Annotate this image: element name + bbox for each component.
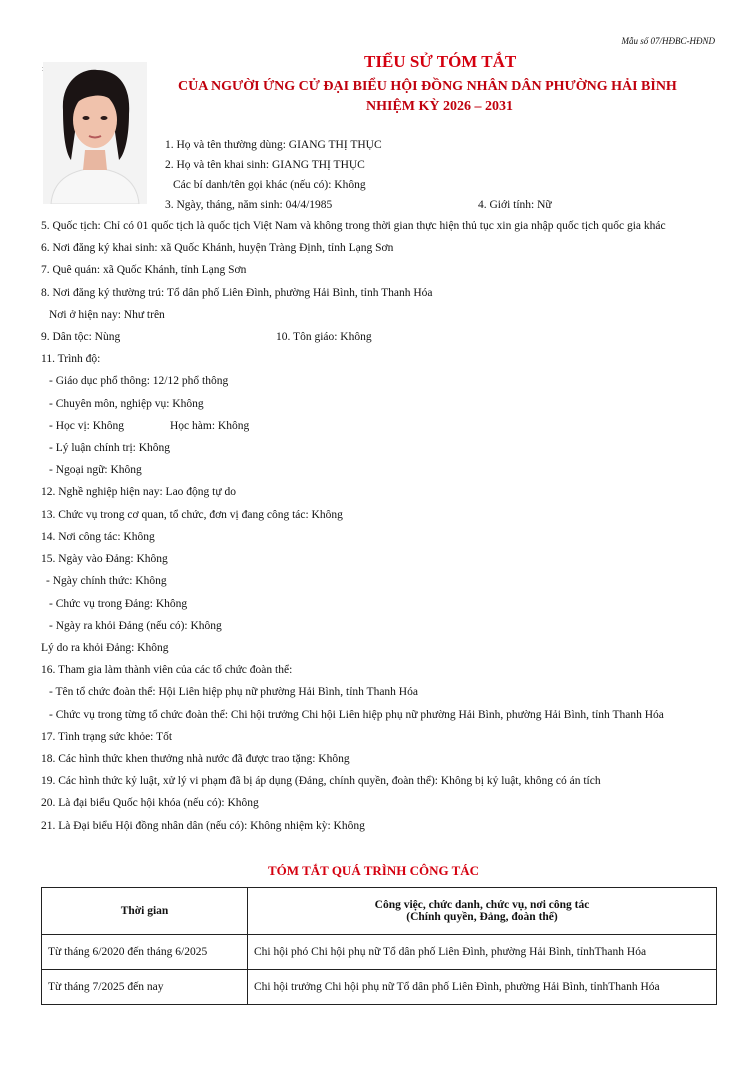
form-number: Mẫu số 07/HĐBC-HĐND xyxy=(621,36,715,46)
document-subtitle: CỦA NGƯỜI ỨNG CỬ ĐẠI BIỂU HỘI ĐỒNG NHÂN DÂN PHƯỜNG HẢI BÌNH xyxy=(178,79,677,94)
field-organizations-heading: 16. Tham gia làm thành viên của các tổ chức đoàn thể: xyxy=(41,664,293,676)
field-organization-position: - Chức vụ trong từng tổ chức đoàn thể: Chi hội trưởng Chi hội Liên hiệp phụ nữ phường Hải Bình, phường Hải Bình, tỉnh Thanh Hóa xyxy=(49,709,664,721)
field-organization-name: - Tên tổ chức đoàn thể: Hội Liên hiệp phụ nữ phường Hải Bình, tỉnh Thanh Hóa xyxy=(49,686,418,698)
field-current-residence: Nơi ở hiện nay: Như trên xyxy=(49,309,165,321)
field-people-council: 21. Là Đại biểu Hội đồng nhân dân (nếu có): Không nhiệm kỳ: Không xyxy=(41,820,365,832)
header-time: Thời gian xyxy=(42,888,248,935)
field-occupation: 12. Nghề nghiệp hiện nay: Lao động tự do xyxy=(41,486,236,498)
field-workplace: 14. Nơi công tác: Không xyxy=(41,531,155,543)
field-position: 13. Chức vụ trong cơ quan, tổ chức, đơn vị đang công tác: Không xyxy=(41,509,343,521)
field-gender: 4. Giới tính: Nữ xyxy=(478,199,552,211)
field-national-assembly: 20. Là đại biểu Quốc hội khóa (nếu có): Không xyxy=(41,797,259,809)
row-time: Từ tháng 6/2020 đến tháng 6/2025 xyxy=(42,935,248,970)
portrait-photo-icon xyxy=(43,62,147,204)
document-title: TIỂU SỬ TÓM TẮT xyxy=(364,52,517,71)
field-birth-registration: 6. Nơi đăng ký khai sinh: xã Quốc Khánh, huyện Tràng Định, tỉnh Lạng Sơn xyxy=(41,242,394,254)
table-row xyxy=(42,970,717,1005)
field-party-leave-date: - Ngày ra khỏi Đảng (nếu có): Không xyxy=(49,620,222,632)
field-foreign-language: - Ngoại ngữ: Không xyxy=(49,464,142,476)
row-job: Chi hội trưởng Chi hội phụ nữ Tổ dân phố Liên Đình, phường Hải Bình, tỉnhThanh Hóa xyxy=(248,970,717,1005)
field-hometown: 7. Quê quán: xã Quốc Khánh, tỉnh Lạng Sơn xyxy=(41,264,247,276)
portrait-photo xyxy=(43,62,147,204)
header-job-line1: Công việc, chức danh, chức vụ, nơi công tác xyxy=(374,899,590,911)
field-education-heading: 11. Trình độ: xyxy=(41,353,101,365)
table-header-row xyxy=(42,888,717,935)
field-permanent-residence: 8. Nơi đăng ký thường trú: Tổ dân phố Liên Đình, phường Hải Bình, tỉnh Thanh Hóa xyxy=(41,287,433,299)
field-academic-title: Học hàm: Không xyxy=(170,420,250,432)
field-discipline: 19. Các hình thức kỷ luật, xử lý vi phạm đã bị áp dụng (Đảng, chính quyền, đoàn thể): Không bị kỷ luật, không có án tích xyxy=(41,775,601,787)
field-ethnicity: 9. Dân tộc: Nùng xyxy=(41,331,121,343)
field-party-join-date: 15. Ngày vào Đảng: Không xyxy=(41,553,168,565)
field-dob: 3. Ngày, tháng, năm sinh: 04/4/1985 xyxy=(165,199,333,211)
field-common-name: 1. Họ và tên thường dùng: GIANG THỊ THỤC xyxy=(165,139,382,151)
field-awards: 18. Các hình thức khen thưởng nhà nước đã được trao tặng: Không xyxy=(41,753,350,765)
header-job xyxy=(248,888,717,935)
row-time: Từ tháng 7/2025 đến nay xyxy=(42,970,248,1005)
field-health: 17. Tình trạng sức khỏe: Tốt xyxy=(41,731,173,743)
row-job: Chi hội phó Chi hội phụ nữ Tổ dân phố Liên Đình, phường Hải Bình, tỉnhThanh Hóa xyxy=(248,935,717,970)
work-history-title: TÓM TẮT QUÁ TRÌNH CÔNG TÁC xyxy=(268,863,480,878)
document-term: NHIỆM KỲ 2026 – 2031 xyxy=(366,99,513,114)
work-history-table xyxy=(41,887,717,1005)
field-party-leave-reason: Lý do ra khỏi Đảng: Không xyxy=(41,642,169,654)
field-birth-name: 2. Họ và tên khai sinh: GIANG THỊ THỤC xyxy=(165,159,365,171)
field-religion: 10. Tôn giáo: Không xyxy=(276,331,372,343)
header-job-line2: (Chính quyền, Đảng, đoàn thể) xyxy=(406,911,558,923)
table-row xyxy=(42,935,717,970)
field-political-theory: - Lý luận chính trị: Không xyxy=(49,442,171,454)
field-party-official-date: - Ngày chính thức: Không xyxy=(46,575,167,587)
field-degree: - Học vị: Không xyxy=(49,420,125,432)
field-specialization: - Chuyên môn, nghiệp vụ: Không xyxy=(49,398,204,410)
field-nationality: 5. Quốc tịch: Chỉ có 01 quốc tịch là quốc tịch Việt Nam và không trong thời gian thực hiện thủ tục xin gia nhập quốc tịch quốc gia khác xyxy=(41,220,666,232)
field-general-education: - Giáo dục phổ thông: 12/12 phổ thông xyxy=(49,375,229,387)
field-aliases: Các bí danh/tên gọi khác (nếu có): Không xyxy=(173,179,366,191)
field-party-position: - Chức vụ trong Đảng: Không xyxy=(49,598,188,610)
